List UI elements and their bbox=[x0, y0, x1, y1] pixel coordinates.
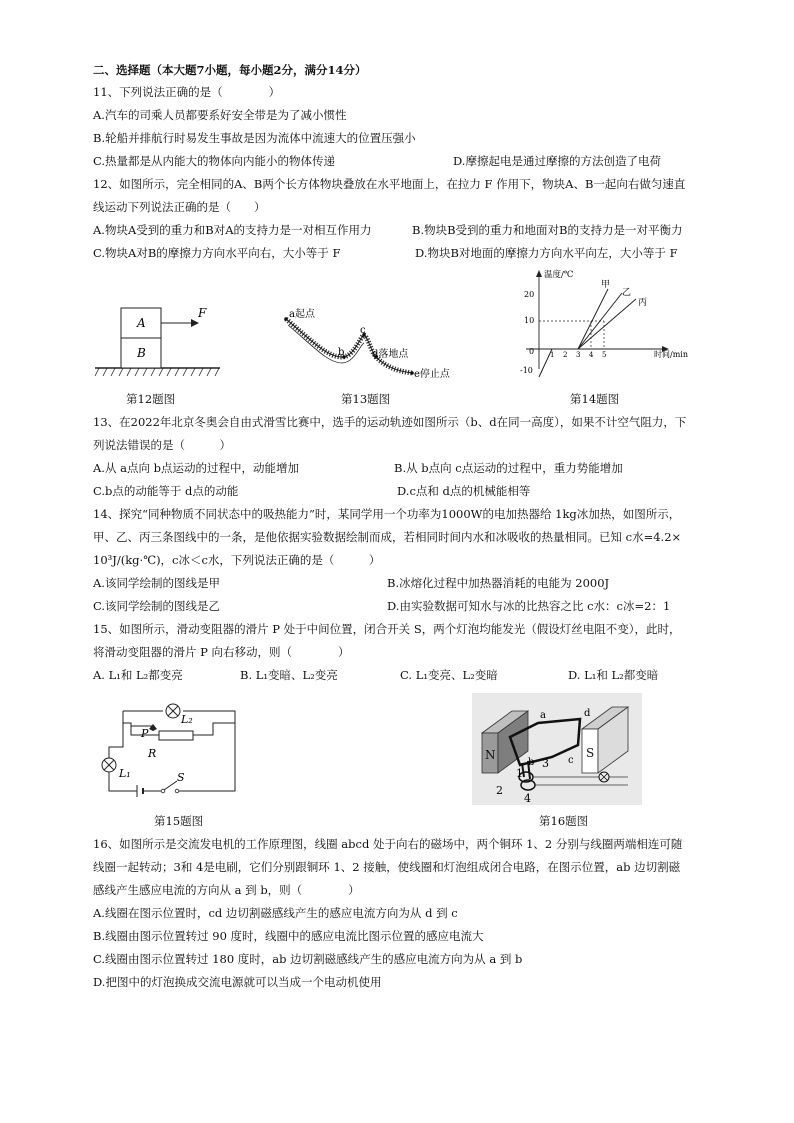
q14-option-a: A.该同学绘制的图线是甲 bbox=[93, 576, 220, 590]
fig14-legend-yi: 乙 bbox=[622, 288, 632, 298]
rheostat-r bbox=[159, 731, 193, 740]
fig15-caption: 第15题图 bbox=[154, 814, 204, 828]
fig16-label-c: c bbox=[568, 755, 574, 766]
fig15-label-l2: L₂ bbox=[181, 713, 193, 726]
fig16-photo bbox=[472, 693, 642, 805]
q11-option-b: B.轮船并排航行时易发生事故是因为流体中流速大的位置压强小 bbox=[93, 131, 416, 145]
q15-stem-2: 将滑动变阻器的滑片 P 向右移动，则（ ） bbox=[93, 645, 350, 659]
fig12-label-f: F bbox=[198, 306, 207, 320]
fig14-xtick-2: 2 bbox=[563, 351, 568, 359]
q13-stem-1: 13、在2022年北京冬奥会自由式滑雪比赛中，选手的运动轨迹如图所示（b、d在同一高度），如果不计空气阻力，下 bbox=[93, 415, 687, 429]
q14-option-b: B.冰熔化过程中加热器消耗的电能为 2000J bbox=[387, 576, 610, 590]
q12-stem-1: 12、如图所示，完全相同的A、B两个长方体物块叠放在水平地面上，在拉力 F 作用下，物块A、B一起向右做匀速直 bbox=[93, 177, 686, 191]
fig14-legend-bing: 丙 bbox=[638, 298, 648, 308]
section-header: 二、选择题（本大题7小题，每小题2分，满分14分） bbox=[93, 63, 367, 77]
q16-stem-1: 16、如图所示是交流发电机的工作原理图，线圈 abcd 处于向右的磁场中，两个铜环 1、2 分别与线圈两端相连可随 bbox=[93, 837, 683, 851]
fig15-circuit bbox=[95, 693, 255, 805]
fig13-label-b: b bbox=[338, 347, 345, 358]
switch-s bbox=[164, 781, 177, 790]
fig15-label-s: S bbox=[177, 771, 185, 784]
q11-stem: 11、下列说法正确的是（ ） bbox=[93, 85, 281, 99]
fig14-xlabel: 时间/min bbox=[654, 350, 688, 359]
q12-stem-2: 线运动下列说法正确的是（ ） bbox=[93, 200, 266, 214]
q12-option-d: D.物块B对地面的摩擦力方向水平向左，大小等于 F bbox=[415, 246, 678, 260]
fig15-label-p: P bbox=[141, 727, 149, 740]
q16-option-c: C.线圈由图示位置转过 180 度时，ab 边切割磁感线产生的感应电流方向为从 a 到 b bbox=[93, 952, 523, 966]
fig14-xtick-4: 4 bbox=[589, 351, 594, 359]
fig12-caption: 第12题图 bbox=[126, 392, 176, 406]
fig15-label-l1: L₁ bbox=[119, 767, 131, 780]
fig16-label-4: 4 bbox=[524, 792, 531, 805]
fig13-label-d: d落地点 bbox=[372, 349, 409, 360]
fig12-label-a: A bbox=[137, 316, 146, 330]
fig16-label-s: S bbox=[586, 746, 595, 760]
fig14-ytick-10: 10 bbox=[524, 316, 535, 325]
q15-option-b: B. L₁变暗、L₂变亮 bbox=[240, 668, 338, 682]
fig14-ylabel: 温度/℃ bbox=[544, 270, 574, 280]
fig14-xtick-1: 1 bbox=[550, 351, 555, 359]
fig14-caption: 第14题图 bbox=[570, 392, 620, 406]
fig12-label-b: B bbox=[137, 346, 146, 360]
fig14-xtick-3: 3 bbox=[576, 351, 581, 359]
fig16-label-3: 3 bbox=[542, 757, 549, 770]
q12-option-b: B.物块B受到的重力和地面对B的支持力是一对平衡力 bbox=[412, 223, 683, 237]
q12-option-c: C.物块A对B的摩擦力方向水平向右，大小等于 F bbox=[93, 246, 341, 260]
q14-option-c: C.该同学绘制的图线是乙 bbox=[93, 599, 221, 613]
fig16-label-2: 2 bbox=[496, 784, 503, 797]
fig14-line-jia bbox=[578, 289, 608, 349]
q12-option-a: A.物块A受到的重力和B对A的支持力是一对相互作用力 bbox=[93, 223, 372, 237]
fig13-caption: 第13题图 bbox=[341, 392, 391, 406]
fig14-legend-jia: 甲 bbox=[601, 280, 611, 290]
fig16-label-1: 1 bbox=[516, 767, 523, 780]
fig16-label-n: N bbox=[485, 748, 496, 762]
q14-stem-3: 10³J/(kg·℃)，c冰＜c水，下列说法正确的是（ ） bbox=[93, 553, 381, 567]
fig14-line-bing bbox=[578, 299, 636, 349]
fig13-label-c: c bbox=[360, 325, 366, 336]
q15-option-a: A. L₁和 L₂都变亮 bbox=[93, 668, 183, 682]
fig14-ytick-neg10: -10 bbox=[520, 366, 533, 375]
q16-option-b: B.线圈由图示位置转过 90 度时，线圈中的感应电流比图示位置的感应电流大 bbox=[93, 929, 484, 943]
q16-option-a: A.线圈在图示位置时，cd 边切割磁感线产生的感应电流方向为从 d 到 c bbox=[93, 906, 458, 920]
q14-stem-2: 甲、乙、丙三条图线中的一条，是他依据实验数据绘制而成，若相同时间内水和冰吸收的热量相同。已知 c水=4.2× bbox=[93, 530, 682, 544]
fig16-label-d: d bbox=[584, 708, 591, 719]
fig14-ytick-20: 20 bbox=[524, 290, 535, 299]
q14-stem-1: 14、探究“同种物质不同状态中的吸热能力”时，某同学用一个功率为1000W的电加热器给 1kg冰加热，如图所示， bbox=[93, 507, 681, 521]
q13-option-d: D.c点和 d点的机械能相等 bbox=[397, 484, 531, 498]
q14-option-d: D.由实验数据可知水与冰的比热容之比 c水：c冰=2：1 bbox=[387, 599, 671, 613]
q16-option-d: D.把图中的灯泡换成交流电源就可以当成一个电动机使用 bbox=[93, 975, 382, 989]
fig16-generator bbox=[472, 693, 642, 805]
q16-stem-3: 感线产生感应电流的方向从 a 到 b，则（ ） bbox=[93, 883, 360, 897]
q15-option-c: C. L₁变亮、L₂变暗 bbox=[400, 668, 498, 682]
fig14-xtick-5: 5 bbox=[602, 351, 607, 359]
fig13-label-e: e停止点 bbox=[414, 369, 450, 380]
q11-option-a: A.汽车的司乘人员都要系好安全带是为了减小惯性 bbox=[93, 108, 347, 122]
fig14-chart bbox=[514, 267, 694, 382]
fig16-label-b: b bbox=[528, 757, 535, 768]
fig16-label-a: a bbox=[540, 710, 546, 721]
q13-option-b: B.从 b点向 c点运动的过程中，重力势能增加 bbox=[394, 461, 623, 475]
q11-option-c: C.热量都是从内能大的物体向内能小的物体传递 bbox=[93, 154, 336, 168]
fig15-label-r: R bbox=[148, 747, 157, 760]
q15-option-d: D. L₁和 L₂都变暗 bbox=[568, 668, 659, 682]
q13-option-c: C.b点的动能等于 d点的动能 bbox=[93, 484, 239, 498]
fig16-caption: 第16题图 bbox=[539, 814, 589, 828]
q16-stem-2: 线圈一起转动；3和 4是电刷，它们分别跟铜环 1、2 接触，使线圈和灯泡组成闭合电路，在图示位置，ab 边切割磁 bbox=[93, 860, 681, 874]
q13-option-a: A.从 a点向 b点运动的过程中，动能增加 bbox=[93, 461, 299, 475]
q15-stem-1: 15、如图所示，滑动变阻器的滑片 P 处于中间位置，闭合开关 S，两个灯泡均能发光（假设灯丝电阻不变），此时， bbox=[93, 622, 681, 636]
fig14-ytick-0: 0 bbox=[529, 347, 535, 356]
q13-stem-2: 列说法错误的是（ ） bbox=[93, 438, 231, 452]
q11-option-d: D.摩擦起电是通过摩擦的方法创造了电荷 bbox=[453, 154, 661, 168]
fig13-diagram bbox=[272, 305, 450, 385]
fig12-diagram bbox=[95, 300, 235, 380]
fig13-label-a: a起点 bbox=[289, 309, 315, 320]
